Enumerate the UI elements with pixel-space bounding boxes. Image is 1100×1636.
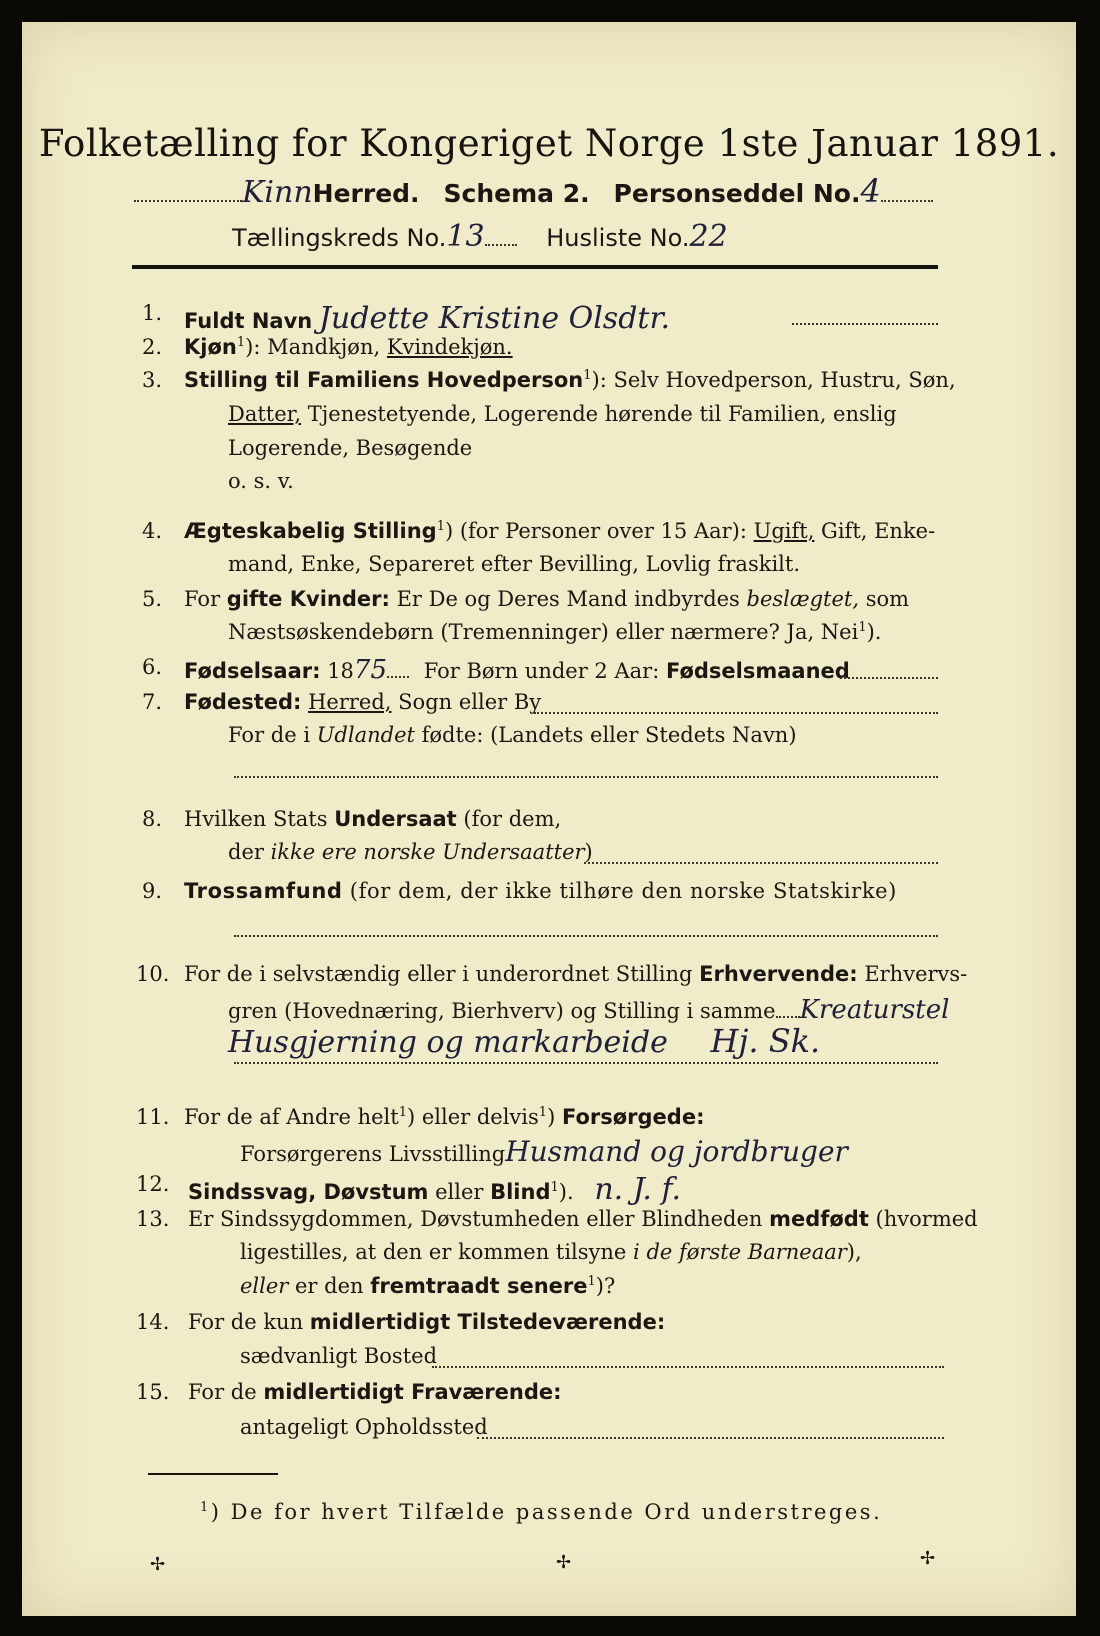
q6-label: Fødselsaar: xyxy=(184,659,321,683)
q13-sindssygdom: Er Sindssygdommen, Døvstumheden eller Blindheden medfødt (hvormed xyxy=(188,1207,978,1231)
q3-line-4: o. s. v. xyxy=(228,469,294,493)
q8-dotline xyxy=(584,862,938,864)
q9-label: Trossamfund xyxy=(184,879,343,903)
q7-dotline-2 xyxy=(234,776,938,778)
q12-sindssvag: Sindssvag, Døvstum eller Blind$^1$). n. J. f. xyxy=(188,1172,682,1207)
q15-dotline xyxy=(477,1437,944,1439)
q2-kjon: Kjøn$^1$): Mandkjøn, Kvindekjøn. xyxy=(184,335,513,359)
taellingskreds-label: Tællingskreds No. xyxy=(232,224,447,252)
husliste-label: Husliste No. xyxy=(546,224,690,252)
header-line-1 xyxy=(134,172,933,210)
q14-dotline xyxy=(432,1366,944,1368)
q1-label: Fuldt Navn xyxy=(184,309,313,333)
q10-line-2: gren (Hovednæring, Bierhverv) og Stilling i samme Kreaturstel xyxy=(228,995,950,1025)
form-title: Folketælling for Kongeriget Norge 1ste Januar 1891. xyxy=(38,122,1060,165)
q9-trossamfund: Trossamfund (for dem, der ikke tilhøre den norske Statskirke) xyxy=(184,879,897,903)
q1-dotline xyxy=(792,323,938,325)
husliste-value: 22 xyxy=(689,219,728,254)
q5-label: gifte Kvinder: xyxy=(226,587,390,611)
q1-fuldt-navn xyxy=(184,301,670,336)
item-number: 11. xyxy=(136,1105,170,1129)
q3-stilling: Stilling til Familiens Hovedperson$^1$): Selv Hovedperson, Hustru, Søn, xyxy=(184,368,956,392)
header-line-2 xyxy=(232,219,728,254)
registration-mark-right: ✢ xyxy=(920,1548,936,1569)
q4-line-2: mand, Enke, Separeret efter Bevilling, Lovlig fraskilt. xyxy=(228,552,801,576)
q3-label: Stilling til Familiens Hovedperson xyxy=(184,368,584,392)
q14-line-2: sædvanligt Bosted xyxy=(240,1344,438,1368)
item-number: 14. xyxy=(136,1310,170,1334)
item-number: 13. xyxy=(136,1207,170,1231)
personseddel-value: 4 xyxy=(860,172,881,210)
q7-selected: Herred, xyxy=(308,690,392,714)
q10-erhverv: For de i selvstændig eller i underordnet Stilling Erhvervende: Erhvervs- xyxy=(184,962,968,986)
q10-value-2: Husgjerning og markarbeide xyxy=(228,1025,668,1060)
q10-line-3 xyxy=(228,1022,820,1060)
q6-label-2: Fødselsmaaned xyxy=(665,659,850,683)
q9-dotline xyxy=(234,935,938,937)
q6-value: 75 xyxy=(353,655,388,685)
q13-line-3: eller er den fremtraadt senere$^1$)? xyxy=(240,1274,616,1298)
item-number: 2. xyxy=(142,335,163,359)
q11-line-2: Forsørgerens LivsstillingHusmand og jordbruger xyxy=(240,1135,848,1168)
schema-label: Schema 2. xyxy=(443,179,590,208)
footnote: $^1$) De for hvert Tilfælde passende Ord understreges. xyxy=(200,1500,883,1524)
census-form xyxy=(22,22,1076,1616)
item-number: 3. xyxy=(142,368,163,392)
q3-line-2: Datter, Tjenestetyende, Logerende hørende til Familien, enslig xyxy=(228,402,897,426)
q11-forsorgede: For de af Andre helt$^1$) eller delvis$^1$) Forsørgede: xyxy=(184,1105,705,1129)
q5-line-2: Næstsøskendebørn (Tremenninger) eller nærmere? Ja, Nei$^1$). xyxy=(228,620,882,644)
q8-line-2: der ikke ere norske Undersaatter) xyxy=(228,840,593,864)
q14-tilstedevaerende: For de kun midlertidigt Tilstedeværende: xyxy=(188,1310,666,1334)
item-number: 6. xyxy=(142,655,163,679)
footnote-divider xyxy=(148,1473,278,1475)
q5-gifte-kvinder: For gifte Kvinder: Er De og Deres Mand indbyrdes beslægtet, som xyxy=(184,587,910,611)
q7-label: Fødested: xyxy=(184,690,302,714)
personseddel-label: Personseddel No. xyxy=(613,179,861,208)
q7-fodested: Fødested: Herred, Sogn eller By xyxy=(184,690,542,714)
herred-value: Kinn xyxy=(242,175,313,210)
q8-undersaat: Hvilken Stats Undersaat (for dem, xyxy=(184,807,562,831)
registration-mark-left: ✢ xyxy=(150,1554,166,1575)
q15-fravaerende: For de midlertidigt Fraværende: xyxy=(188,1380,562,1404)
q12-value: n. J. f. xyxy=(594,1172,682,1207)
item-number: 15. xyxy=(136,1380,170,1404)
q13-line-2: ligestilles, at den er kommen tilsyne i de første Barneaar), xyxy=(240,1240,862,1264)
item-number: 9. xyxy=(142,879,163,903)
q4-selected: Ugift, xyxy=(753,519,815,543)
herred-label: Herred. xyxy=(312,179,420,208)
q2-selected: Kvindekjøn. xyxy=(386,335,513,359)
q10-value-1: Kreaturstel xyxy=(799,995,950,1025)
q3-selected: Datter, xyxy=(228,402,302,426)
q15-line-2: antageligt Opholdssted xyxy=(240,1415,488,1439)
q1-value: Judette Kristine Olsdtr. xyxy=(318,301,671,336)
q6-fodselsaar: Fødselsaar: 1875 For Børn under 2 Aar: Fødselsmaaned xyxy=(184,655,850,685)
item-number: 5. xyxy=(142,587,163,611)
q4-label: Ægteskabelig Stilling xyxy=(184,519,437,543)
q7-line-2: For de i Udlandet fødte: (Landets eller Stedets Navn) xyxy=(228,723,797,747)
item-number: 4. xyxy=(142,519,163,543)
q3-line-3: Logerende, Besøgende xyxy=(228,436,473,460)
q4-aegteskab: Ægteskabelig Stilling$^1$) (for Personer over 15 Aar): Ugift, Gift, Enke- xyxy=(184,519,936,543)
taellingskreds-value: 13 xyxy=(446,219,485,254)
header-divider xyxy=(132,265,938,269)
q6-dotline xyxy=(840,677,938,679)
q7-dotline xyxy=(534,712,938,714)
q2-label: Kjøn xyxy=(184,335,237,359)
item-number: 8. xyxy=(142,807,163,831)
item-number: 7. xyxy=(142,690,163,714)
q11-value: Husmand og jordbruger xyxy=(505,1135,848,1168)
item-number: 12. xyxy=(136,1172,170,1196)
registration-mark-center: ✢ xyxy=(556,1552,572,1573)
q10-dotline xyxy=(234,1062,938,1064)
item-number: 1. xyxy=(142,301,163,325)
q10-value-3: Hj. Sk. xyxy=(710,1022,821,1060)
item-number: 10. xyxy=(136,962,170,986)
